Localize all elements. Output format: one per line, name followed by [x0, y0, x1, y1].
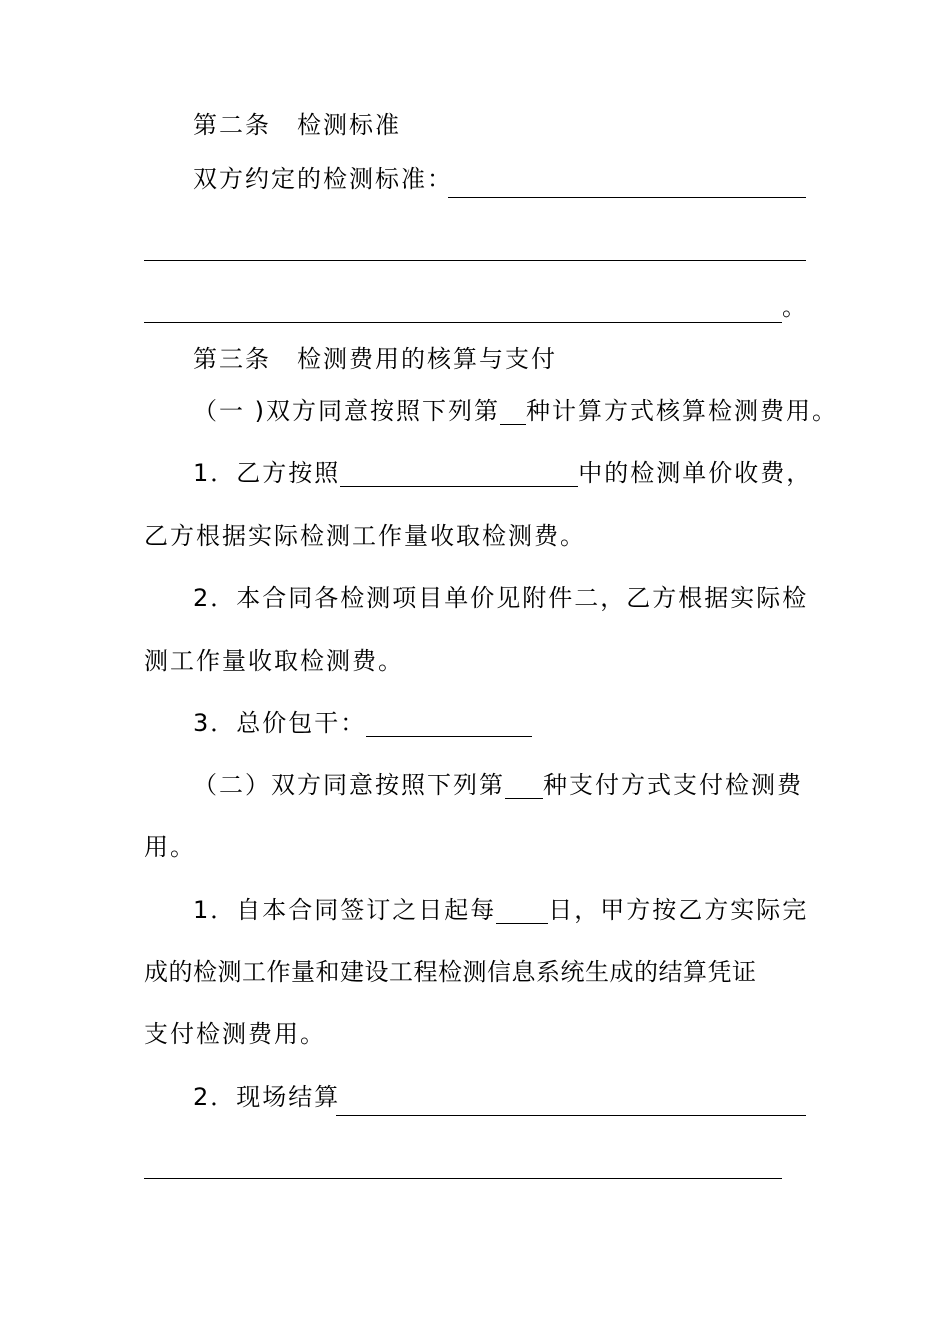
p1-item-1-blank — [340, 462, 578, 487]
p1-item-3-label: 3．总价包干： — [193, 709, 367, 737]
p1-item-2: 2．本合同各检测项目单价见附件二，乙方根据实际检 — [193, 584, 809, 612]
part-1-pre: （一 )双方同意按照下列第 — [193, 397, 500, 425]
part-2-choice-blank — [505, 774, 543, 799]
part-2-cont: 用。 — [144, 833, 196, 861]
part-1-post: 种计算方式核算检测费用。 — [526, 397, 838, 425]
p1-item-3-blank — [366, 712, 532, 737]
standard-label: 双方约定的检测标准： — [193, 165, 453, 193]
settlement-blank-1 — [336, 1115, 806, 1116]
standard-blank-1 — [448, 197, 806, 198]
p2-item-1-cont-1: 成的检测工作量和建设工程检测信息系统生成的结算凭证 — [144, 958, 757, 986]
p2-item-1-blank — [496, 899, 548, 924]
p1-item-1-pre: 1．乙方按照 — [193, 459, 341, 487]
p1-item-1-cont: 乙方根据实际检测工作量收取检测费。 — [144, 522, 586, 550]
standard-blank-2 — [144, 260, 806, 261]
p2-item-2-label: 2．现场结算 — [193, 1083, 341, 1111]
p1-item-2-cont: 测工作量收取检测费。 — [144, 647, 404, 675]
p1-item-1-post: 中的检测单价收费， — [578, 459, 813, 487]
p2-item-1-pre: 1．自本合同签订之日起每 — [193, 896, 497, 924]
settlement-blank-2 — [144, 1178, 782, 1179]
standard-blank-3 — [144, 322, 782, 323]
article-3-heading: 第三条 检测费用的核算与支付 — [193, 345, 557, 373]
part-1-choice-blank — [500, 400, 526, 425]
p2-item-1-cont-2: 支付检测费用。 — [144, 1020, 326, 1048]
article-2-heading: 第二条 检测标准 — [193, 111, 401, 139]
part-2-post: 种支付方式支付检测费 — [543, 771, 803, 799]
p1-item-3-line — [193, 708, 532, 738]
part-1-line — [193, 396, 838, 426]
p2-item-1-post: 日，甲方按乙方实际完 — [548, 896, 809, 924]
part-2-pre: （二）双方同意按照下列第 — [193, 771, 505, 799]
end-mark: 。 — [782, 293, 808, 321]
p1-item-1-line — [193, 458, 812, 488]
part-2-line — [193, 770, 803, 800]
p2-item-1-line — [193, 895, 808, 925]
